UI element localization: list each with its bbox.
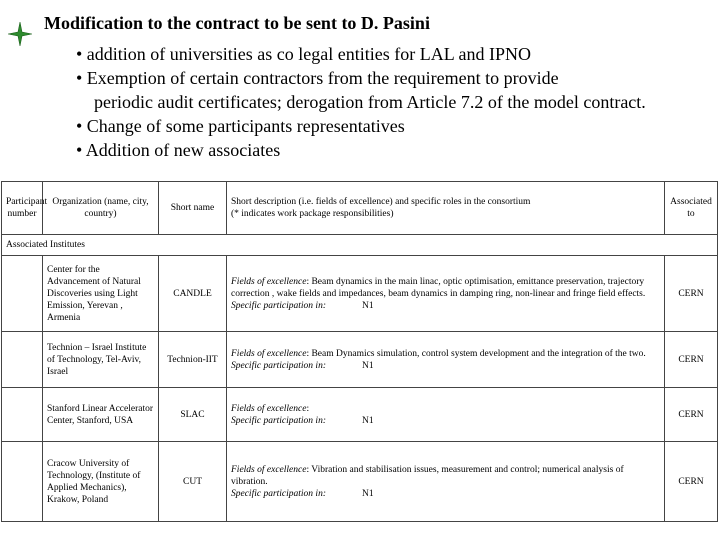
participation-value: N1 (361, 415, 374, 426)
fields-text: Beam dynamics in the main linac, optic optimisation, emittance preservation, trajectory correction , wake fields and impedances, beam dynamics in damping ring, non-linear and fringe field effects. (231, 276, 646, 299)
participation-label: Specific participation in: (231, 360, 326, 371)
description-cell: Fields of excellence: Specific participation in: N1 (227, 388, 665, 442)
bullet-item: • Addition of new associates (76, 140, 281, 160)
header-associated: Associated to (665, 182, 718, 235)
star-bullet-icon (8, 22, 32, 46)
bullet-list (76, 42, 646, 162)
participation-label: Specific participation in: (231, 300, 326, 311)
header-description-note: (* indicates work package responsibilities) (231, 209, 394, 219)
table-row (2, 332, 718, 388)
table-header-row (2, 182, 718, 235)
header-description-text: Short description (i.e. fields of excellence) and specific roles in the consortium (231, 197, 531, 207)
table-row (2, 442, 718, 522)
fields-label: Fields of excellence (231, 464, 307, 475)
participant-cell (2, 332, 43, 388)
participation-value: N1 (361, 300, 374, 311)
header-participant: Participant number (2, 182, 43, 235)
bullet-item-continuation: periodic audit certificates; derogation from Article 7.2 of the model contract. (94, 92, 646, 112)
header-short-name: Short name (159, 182, 227, 235)
associated-cell: CERN (665, 388, 718, 442)
short-name-cell: Technion-IIT (159, 332, 227, 388)
short-name-cell: CUT (159, 442, 227, 522)
description-cell: Fields of excellence: Vibration and stabilisation issues, measurement and control; numerical analysis of vibration. Specific participation in: N1 (227, 442, 665, 522)
organization-cell: Stanford Linear Accelerator Center, Stanford, USA (43, 388, 159, 442)
organization-cell: Center for the Advancement of Natural Discoveries using Light Emission, Yerevan , Armenia (43, 256, 159, 332)
fields-label: Fields of excellence (231, 276, 307, 287)
header-description (227, 182, 665, 235)
organization-cell: Technion – Israel Institute of Technology, Tel-Aviv, Israel (43, 332, 159, 388)
participation-label: Specific participation in: (231, 415, 326, 426)
associated-cell: CERN (665, 442, 718, 522)
section-row (2, 235, 718, 256)
fields-label: Fields of excellence (231, 403, 307, 414)
participation-value: N1 (361, 488, 374, 499)
table-row (2, 256, 718, 332)
associates-table (1, 181, 718, 522)
header-organization: Organization (name, city, country) (43, 182, 159, 235)
participant-cell (2, 256, 43, 332)
bullet-item: • Exemption of certain contractors from the requirement to provide (76, 68, 559, 88)
fields-text: Beam Dynamics simulation, control system development and the integration of the two. (311, 348, 646, 359)
organization-cell: Cracow University of Technology, (Institute of Applied Mechanics), Krakow, Poland (43, 442, 159, 522)
participant-cell (2, 388, 43, 442)
participation-value: N1 (361, 360, 374, 371)
bullet-item: • Change of some participants representatives (76, 116, 405, 136)
short-name-cell: SLAC (159, 388, 227, 442)
short-name-cell: CANDLE (159, 256, 227, 332)
fields-label: Fields of excellence (231, 348, 307, 359)
table-row (2, 388, 718, 442)
participant-cell (2, 442, 43, 522)
participation-label: Specific participation in: (231, 488, 326, 499)
description-cell: Fields of excellence: Beam dynamics in the main linac, optic optimisation, emittance preservation, trajectory correction , wake fields and impedances, beam dynamics in damping ring, non-linear and fringe field effects. Specific participation in: N1 (227, 256, 665, 332)
fields-text: Vibration and stabilisation issues, measurement and control; numerical analysis of vibration. (231, 464, 624, 487)
description-cell: Fields of excellence: Beam Dynamics simulation, control system development and the integration of the two. Specific participation in: N1 (227, 332, 665, 388)
associated-cell: CERN (665, 256, 718, 332)
slide-heading: Modification to the contract to be sent to D. Pasini (44, 13, 430, 33)
bullet-item: • addition of universities as co legal entities for LAL and IPNO (76, 44, 532, 64)
associated-cell: CERN (665, 332, 718, 388)
section-label: Associated Institutes (2, 235, 718, 256)
